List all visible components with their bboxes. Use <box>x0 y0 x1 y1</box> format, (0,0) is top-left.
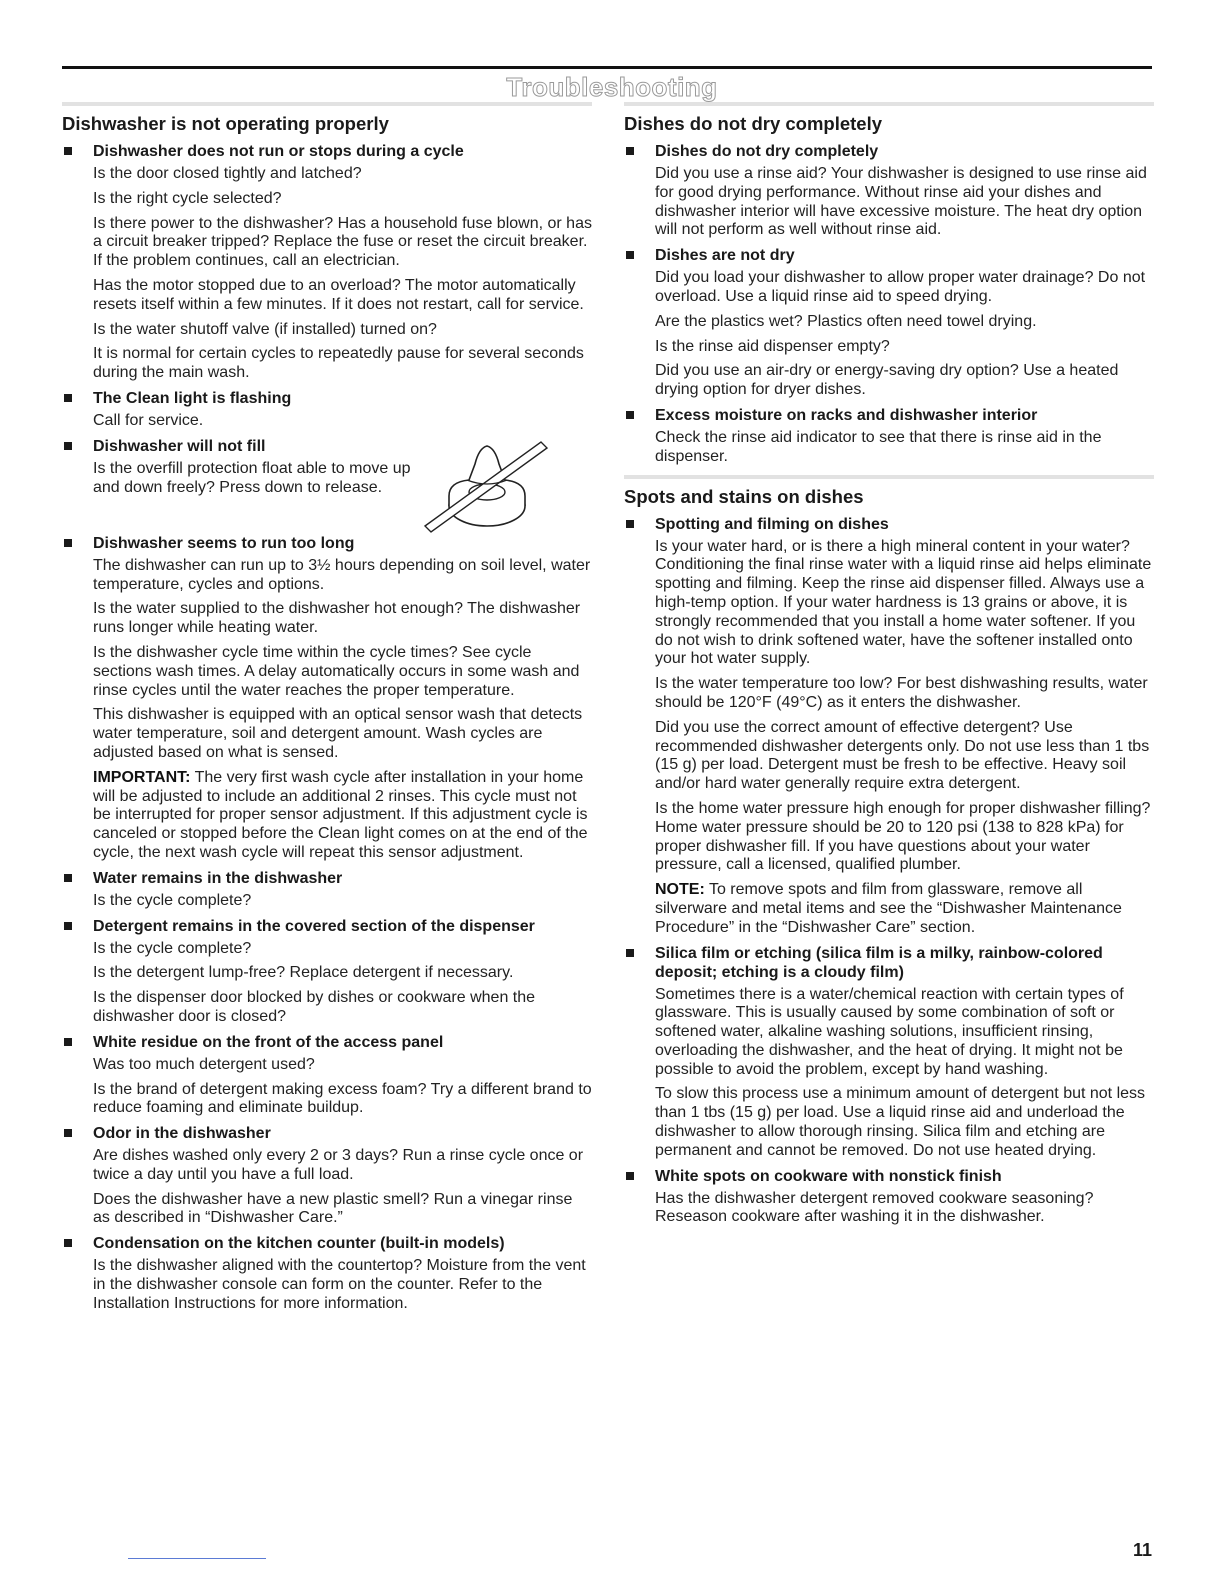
item-text: Did you use a rinse aid? Your dishwasher is designed to use rinse aid for good drying performance. Without rinse aid your dishes and dishwasher interior will have excessive moisture. The heat dry option will not perform as well without rinse aid. <box>655 165 1147 239</box>
list-item <box>62 142 592 383</box>
overfill-float-icon <box>423 434 549 534</box>
item-text: Is there power to the dishwasher? Has a household fuse blown, or has a circuit breaker tripped? Replace the fuse or reset the circuit breaker. If the problem continues, call an electrician. <box>93 214 592 270</box>
square-bullet-icon <box>64 394 72 402</box>
list-item <box>62 1033 592 1118</box>
section-divider <box>624 475 1154 479</box>
list-item <box>62 869 592 911</box>
fill-row <box>93 460 592 534</box>
square-bullet-icon <box>64 1129 72 1137</box>
item-text: Is the water temperature too low? For best dishwashing results, water should be 120°F (49°C) as it enters the dishwasher. <box>655 675 1148 711</box>
item-text: Is the right cycle selected? <box>93 189 282 207</box>
item-heading: White residue on the front of the access panel <box>93 1033 444 1051</box>
important-label: IMPORTANT: <box>93 768 191 786</box>
square-bullet-icon <box>64 922 72 930</box>
section-title: Dishes do not dry completely <box>624 113 883 134</box>
square-bullet-icon <box>626 1172 634 1180</box>
square-bullet-icon <box>64 1038 72 1046</box>
item-heading: Dishwasher will not fill <box>93 437 266 455</box>
important-note <box>93 769 592 863</box>
item-text: Was too much detergent used? <box>93 1055 315 1073</box>
right-column <box>624 102 1154 1235</box>
list-item <box>62 917 592 1027</box>
section-dry <box>624 112 1154 467</box>
item-text: Did you load your dishwasher to allow proper water drainage? Do not overload. Use a liquid rinse aid to speed drying. <box>655 269 1146 305</box>
section-spots <box>624 485 1154 1228</box>
item-text: Is the overfill protection float able to move up and down freely? Press down to release. <box>93 459 411 496</box>
left-column <box>62 102 592 1322</box>
item-heading: Silica film or etching (silica film is a milky, rainbow-colored deposit; etching is a cloudy film) <box>655 944 1103 981</box>
item-text: Is the dispenser door blocked by dishes or cookware when the dishwasher door is closed? <box>93 989 536 1025</box>
list-item <box>624 1167 1154 1228</box>
item-heading: Detergent remains in the covered section of the dispenser <box>93 917 535 935</box>
item-text: Did you use the correct amount of effective detergent? Use recommended dishwasher detergents only. Do not use less than 1 tbs (15 g) per load. Detergent must be fresh to be effective. Heavy soil and/or hard water generally require extra detergent. <box>655 718 1150 793</box>
item-text: Is the dishwasher cycle time within the cycle times? See cycle sections wash times. A delay automatically occurs in some wash and rinse cycles until the water reaches the proper temperature. <box>93 643 580 699</box>
section-divider <box>624 102 1154 106</box>
item-heading: Spotting and filming on dishes <box>655 515 889 533</box>
section-not-operating <box>62 112 592 1314</box>
item-text: Is the cycle complete? <box>93 939 252 957</box>
square-bullet-icon <box>64 147 72 155</box>
square-bullet-icon <box>64 539 72 547</box>
item-text: Did you use an air-dry or energy-saving dry option? Use a heated drying option for dryer dishes. <box>655 362 1119 399</box>
list-item <box>624 406 1154 467</box>
page-title: Troubleshooting <box>506 72 718 102</box>
item-text: Is the rinse aid dispenser empty? <box>655 337 890 355</box>
section-divider <box>62 102 592 106</box>
item-heading: Odor in the dishwasher <box>93 1125 271 1143</box>
item-text: Sometimes there is a water/chemical reaction with certain types of glassware. This is usually caused by some combination of soft or softened water, alkaline washing solutions, insufficient rinsing, overloading the dishwasher, and the heat of drying. It might not be possible to avoid the problem, except by hand washing. <box>655 985 1124 1078</box>
item-text: Does the dishwasher have a new plastic smell? Run a vinegar rinse as described in “Dishwasher Care.” <box>93 1190 573 1227</box>
page-number: 11 <box>1132 1540 1152 1560</box>
section-title: Dishwasher is not operating properly <box>62 113 389 134</box>
item-text: Are dishes washed only every 2 or 3 days? Run a rinse cycle once or twice a day until you have a full load. <box>93 1147 584 1183</box>
list-item <box>624 944 1154 1161</box>
note-text: To remove spots and film from glassware, remove all silverware and metal items and see the “Dishwasher Maintenance Procedure” in the “Dishwasher Care” section. <box>655 881 1122 936</box>
list-item <box>62 389 592 431</box>
item-text: It is normal for certain cycles to repeatedly pause for several seconds during the main wash. <box>93 345 584 382</box>
list-item <box>624 246 1154 400</box>
square-bullet-icon <box>64 1239 72 1247</box>
item-text: This dishwasher is equipped with an optical sensor wash that detects water temperature, soil and detergent amount. Wash cycles are adjusted based on what is sensed. <box>93 706 583 761</box>
square-bullet-icon <box>626 251 634 259</box>
item-heading: Dishes are not dry <box>655 247 795 265</box>
item-text: Call for service. <box>93 411 204 429</box>
item-text: Is the dishwasher aligned with the countertop? Moisture from the vent in the dishwasher console can form on the counter. Refer to the Installation Instructions for more information. <box>93 1257 586 1312</box>
list-item <box>62 1234 592 1313</box>
item-text: Is the detergent lump-free? Replace detergent if necessary. <box>93 964 514 982</box>
item-heading: Condensation on the kitchen counter (built-in models) <box>93 1235 505 1253</box>
item-text: Has the dishwasher detergent removed cookware seasoning? Reseason cookware after washing it in the dishwasher. <box>655 1189 1094 1226</box>
bottom-link-line <box>128 1558 266 1559</box>
item-text: Is the water supplied to the dishwasher hot enough? The dishwasher runs longer while heating water. <box>93 600 581 637</box>
square-bullet-icon <box>64 442 72 450</box>
item-text: The dishwasher can run up to 3½ hours depending on soil level, water temperature, cycles and options. <box>93 556 591 593</box>
important-text: The very first wash cycle after installation in your home will be adjusted to include an additional 2 rinses. This cycle must not be interrupted for proper sensor adjustment. If this adjustment cycle is canceled or stopped before the Clean light comes on at the end of the cycle, the next wash cycle will repeat this sensor adjustment. <box>93 768 588 861</box>
item-text: Is the door closed tightly and latched? <box>93 165 362 182</box>
square-bullet-icon <box>626 147 634 155</box>
list-item <box>624 515 1154 938</box>
item-heading: Dishwasher does not run or stops during a cycle <box>93 143 464 160</box>
item-text: Is the cycle complete? <box>93 891 252 909</box>
item-heading: Dishwasher seems to run too long <box>93 534 355 552</box>
square-bullet-icon <box>64 874 72 882</box>
item-text: Are the plastics wet? Plastics often need towel drying. <box>655 312 1037 330</box>
list-item <box>62 437 592 534</box>
item-text: Check the rinse aid indicator to see that there is rinse aid in the dispenser. <box>655 428 1102 465</box>
section-title: Spots and stains on dishes <box>624 485 864 507</box>
item-heading: Water remains in the dishwasher <box>93 869 343 887</box>
list-item <box>62 534 592 863</box>
square-bullet-icon <box>626 411 634 419</box>
item-heading: Excess moisture on racks and dishwasher interior <box>655 406 1038 424</box>
note-label: NOTE: <box>655 881 705 899</box>
item-text: Is the home water pressure high enough for proper dishwasher filling? Home water pressure should be 20 to 120 psi (138 to 828 kPa) for proper dishwasher fill. If you have questions about your water pressure, call a licensed, qualified plumber. <box>655 799 1151 874</box>
top-rule <box>62 66 1152 69</box>
item-text: To slow this process use a minimum amount of detergent but not less than 1 tbs (15 g) per load. Use a liquid rinse aid and underload the dishwasher to allow thorough rinsing. Silica film and etching are permanent and cannot be removed. Do not use heated drying. <box>655 1085 1146 1159</box>
item-text: Is your water hard, or is there a high mineral content in your water? Conditioning the final rinse water with a liquid rinse aid helps eliminate spotting and filming. Keep the rinse aid dispenser filled. Always use a high-temp option. If your water hardness is 13 grains or above, it is strongly recommended that you install a home water softener. If you do not wish to drink softened water, have the softener installed onto your hot water supply. <box>655 537 1152 668</box>
note <box>655 881 1154 937</box>
item-text: Has the motor stopped due to an overload? The motor automatically resets itself within a few minutes. If it does not restart, call for service. <box>93 276 584 313</box>
item-heading: White spots on cookware with nonstick finish <box>655 1167 1002 1185</box>
item-heading: The Clean light is flashing <box>93 389 292 407</box>
item-text: Is the water shutoff valve (if installed) turned on? <box>93 320 437 338</box>
square-bullet-icon <box>626 520 634 528</box>
list-item <box>624 142 1154 240</box>
list-item <box>62 1124 592 1228</box>
item-text: Is the brand of detergent making excess foam? Try a different brand to reduce foaming and eliminate buildup. <box>93 1080 592 1117</box>
square-bullet-icon <box>626 949 634 957</box>
item-heading: Dishes do not dry completely <box>655 143 879 160</box>
